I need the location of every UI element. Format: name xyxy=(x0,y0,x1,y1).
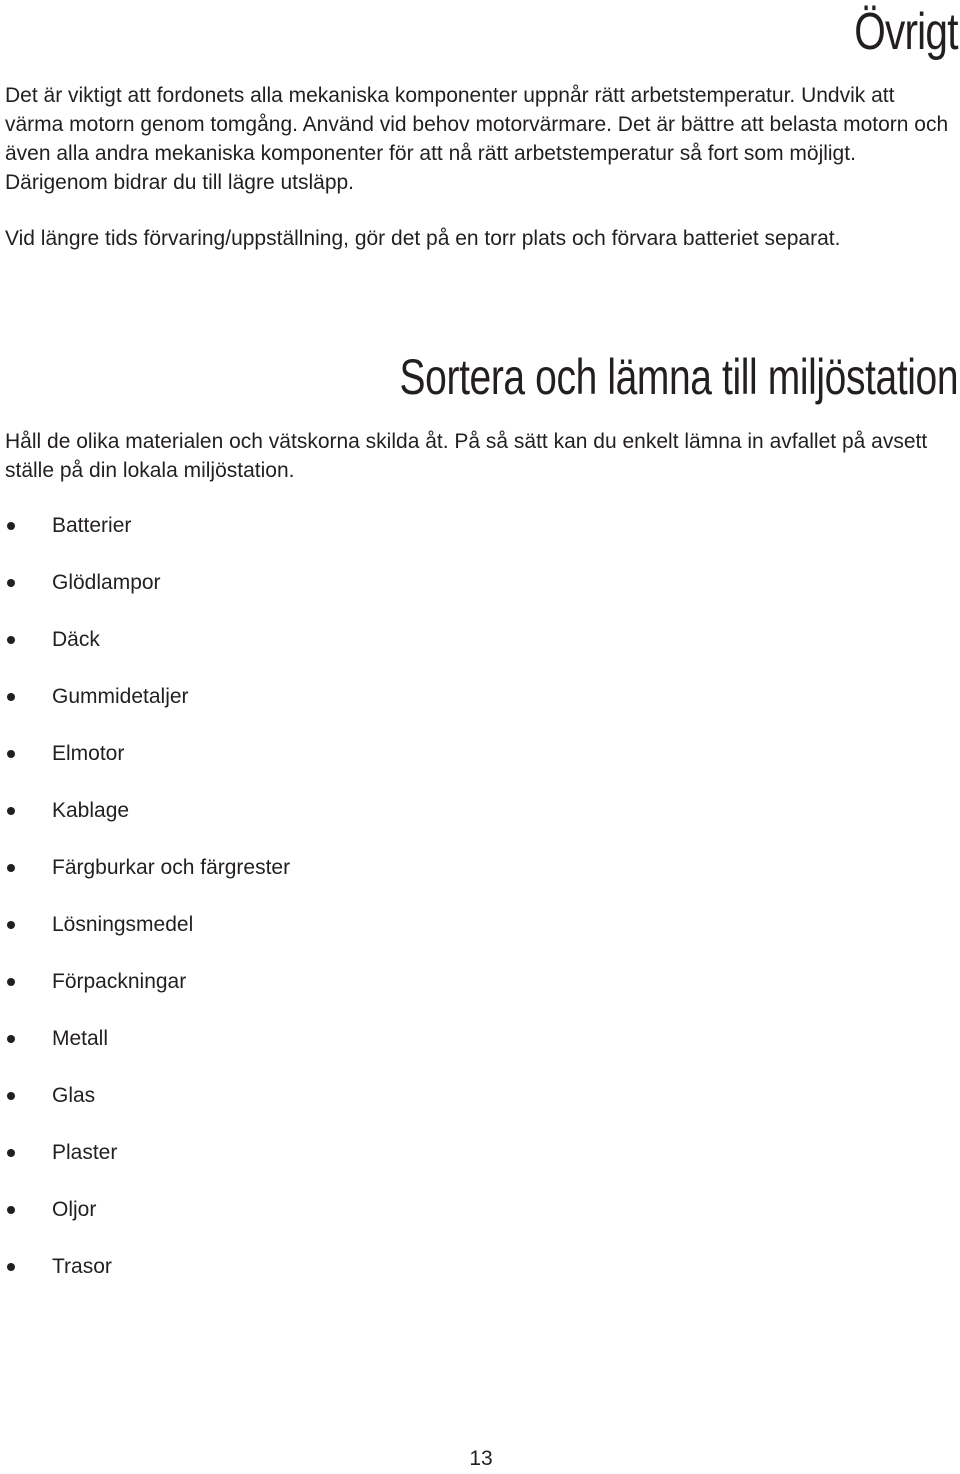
list-item-label: Batterier xyxy=(52,514,132,537)
list-item xyxy=(0,794,290,851)
list-item-label: Glödlampor xyxy=(52,571,161,594)
intro-paragraph: Det är viktigt att fordonets alla mekaniska komponenter uppnår rätt arbetstemperatur. Undvik att värma motorn genom tomgång. Använd vid behov motorvärmare. Det är bättre att belasta motorn och även alla andra mekaniska komponenter för att nå rätt arbetstemperatur så fort som möjligt. Därigenom bidrar du till lägre utsläpp. xyxy=(5,84,949,194)
section-heading-recycling: Sortera och lämna till miljöstation xyxy=(399,349,958,405)
list-item-label: Förpackningar xyxy=(52,970,187,993)
list-item-label: Lösningsmedel xyxy=(52,913,194,936)
bullet-icon xyxy=(7,579,15,587)
list-item xyxy=(0,509,290,566)
bullet-icon xyxy=(7,864,15,872)
bullet-icon xyxy=(7,807,15,815)
bullet-icon xyxy=(7,522,15,530)
list-item xyxy=(0,680,290,737)
list-item xyxy=(0,623,290,680)
page-number: 13 xyxy=(469,1447,493,1470)
list-item xyxy=(0,908,290,965)
bullet-icon xyxy=(7,921,15,929)
list-item xyxy=(0,1022,290,1079)
list-item xyxy=(0,737,290,794)
page-title: Övrigt xyxy=(854,3,958,61)
list-item-label: Trasor xyxy=(52,1255,112,1278)
list-item-label: Oljor xyxy=(52,1198,97,1221)
list-item-label: Plaster xyxy=(52,1141,118,1164)
list-item xyxy=(0,1136,290,1193)
list-item xyxy=(0,1250,290,1307)
bullet-icon xyxy=(7,1092,15,1100)
list-item-label: Kablage xyxy=(52,799,130,822)
storage-paragraph: Vid längre tids förvaring/uppställning, gör det på en torr plats och förvara batteriet separat. xyxy=(5,227,841,250)
recycling-intro-paragraph: Håll de olika materialen och vätskorna skilda åt. På så sätt kan du enkelt lämna in avfallet på avsett ställe på din lokala miljöstation. xyxy=(5,430,928,482)
bullet-icon xyxy=(7,978,15,986)
list-item-label: Däck xyxy=(52,628,100,651)
list-item-label: Elmotor xyxy=(52,742,125,765)
list-item xyxy=(0,965,290,1022)
bullet-icon xyxy=(7,636,15,644)
list-item-label: Färgburkar och färgrester xyxy=(52,856,291,879)
bullet-icon xyxy=(7,693,15,701)
list-item-label: Metall xyxy=(52,1027,109,1050)
list-item xyxy=(0,1193,290,1250)
list-item xyxy=(0,566,290,623)
list-item-label: Glas xyxy=(52,1084,96,1107)
bullet-icon xyxy=(7,1149,15,1157)
list-item-label: Gummidetaljer xyxy=(52,685,189,708)
list-item xyxy=(0,1079,290,1136)
bullet-icon xyxy=(7,1206,15,1214)
bullet-icon xyxy=(7,750,15,758)
bullet-icon xyxy=(7,1263,15,1271)
list-item xyxy=(0,851,290,908)
recycling-list xyxy=(0,509,290,1307)
bullet-icon xyxy=(7,1035,15,1043)
